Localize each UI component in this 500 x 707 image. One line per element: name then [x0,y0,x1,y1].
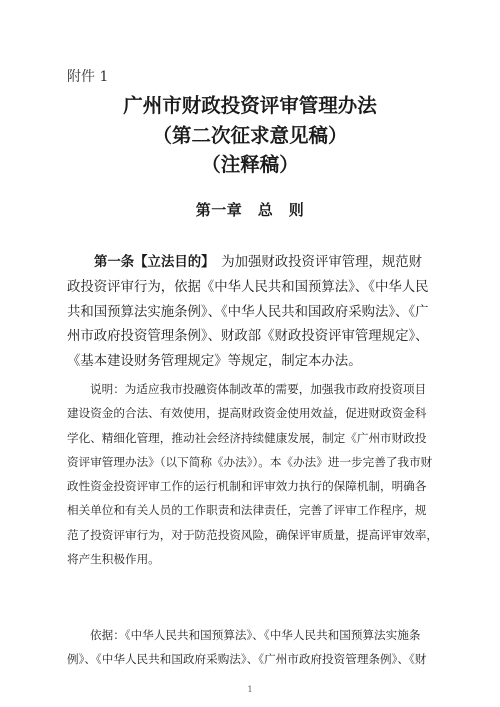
basis-line: 例》、《中华人民共和国政府采购法》、《广州市政府投资管理条例》、《财 [67,652,427,667]
explanation-line: 建设资金的合法、有效使用，提高财政资金使用效益，促进财政资金科 [67,406,427,421]
attachment-label: 附件 1 [67,69,109,85]
article-1-line: 共和国预算法实施条例》、《中华人民共和国政府采购法》、《广 [67,304,429,320]
explanation-line: 资评审管理办法》（以下简称《办法》）。本《办法》进一步完善了我市财 [67,454,433,469]
article-1 [67,251,433,375]
page-number: 1 [247,685,253,694]
basis-paragraph [67,623,433,672]
explanation-line: 学化、精细化管理，推动社会经济持续健康发展，制定《广州市财政投 [67,430,427,445]
chapter-heading: 第一章 总 则 [195,201,305,219]
article-1-text: 为加强财政投资评审管理，规范财 [207,255,423,270]
explanation-paragraph [67,377,439,571]
article-1-line: 州市政府投资管理条例》、财政部《财政投资评审管理规定》、 [67,329,429,345]
article-1-line: 《基本建设财务管理规定》等规定，制定本办法。 [67,354,362,370]
explanation-line: 说明：为适应我市投融资体制改革的需要，加强我市政府投资项目 [90,382,427,396]
explanation-line: 范了投资评审行为，对于防范投资风险，确保评审质量，提高评审效率， [67,527,439,542]
document-subtitle-draft: （第二次征求意见稿） [152,124,348,147]
explanation-line: 政性资金投资评审工作的运行机制和评审效力执行的保障机制，明确各 [67,479,427,494]
article-1-lead: 第一条【立法目的】 [94,255,208,270]
explanation-line: 相关单位和有关人员的工作职责和法律责任，完善了评审工作程序，规 [67,503,427,518]
basis-line: 依据：《中华人民共和国预算法》、《中华人民共和国预算法实施条 [90,628,421,642]
article-1-line [67,251,433,276]
explanation-line: 将产生积极作用。 [67,552,160,567]
article-1-line: 政投资评审行为，依据《中华人民共和国预算法》、《中华人民 [67,279,429,295]
document-subtitle-annotated: （注释稿） [201,153,299,176]
document-title: 广州市财政投资评审管理办法 [123,94,377,117]
